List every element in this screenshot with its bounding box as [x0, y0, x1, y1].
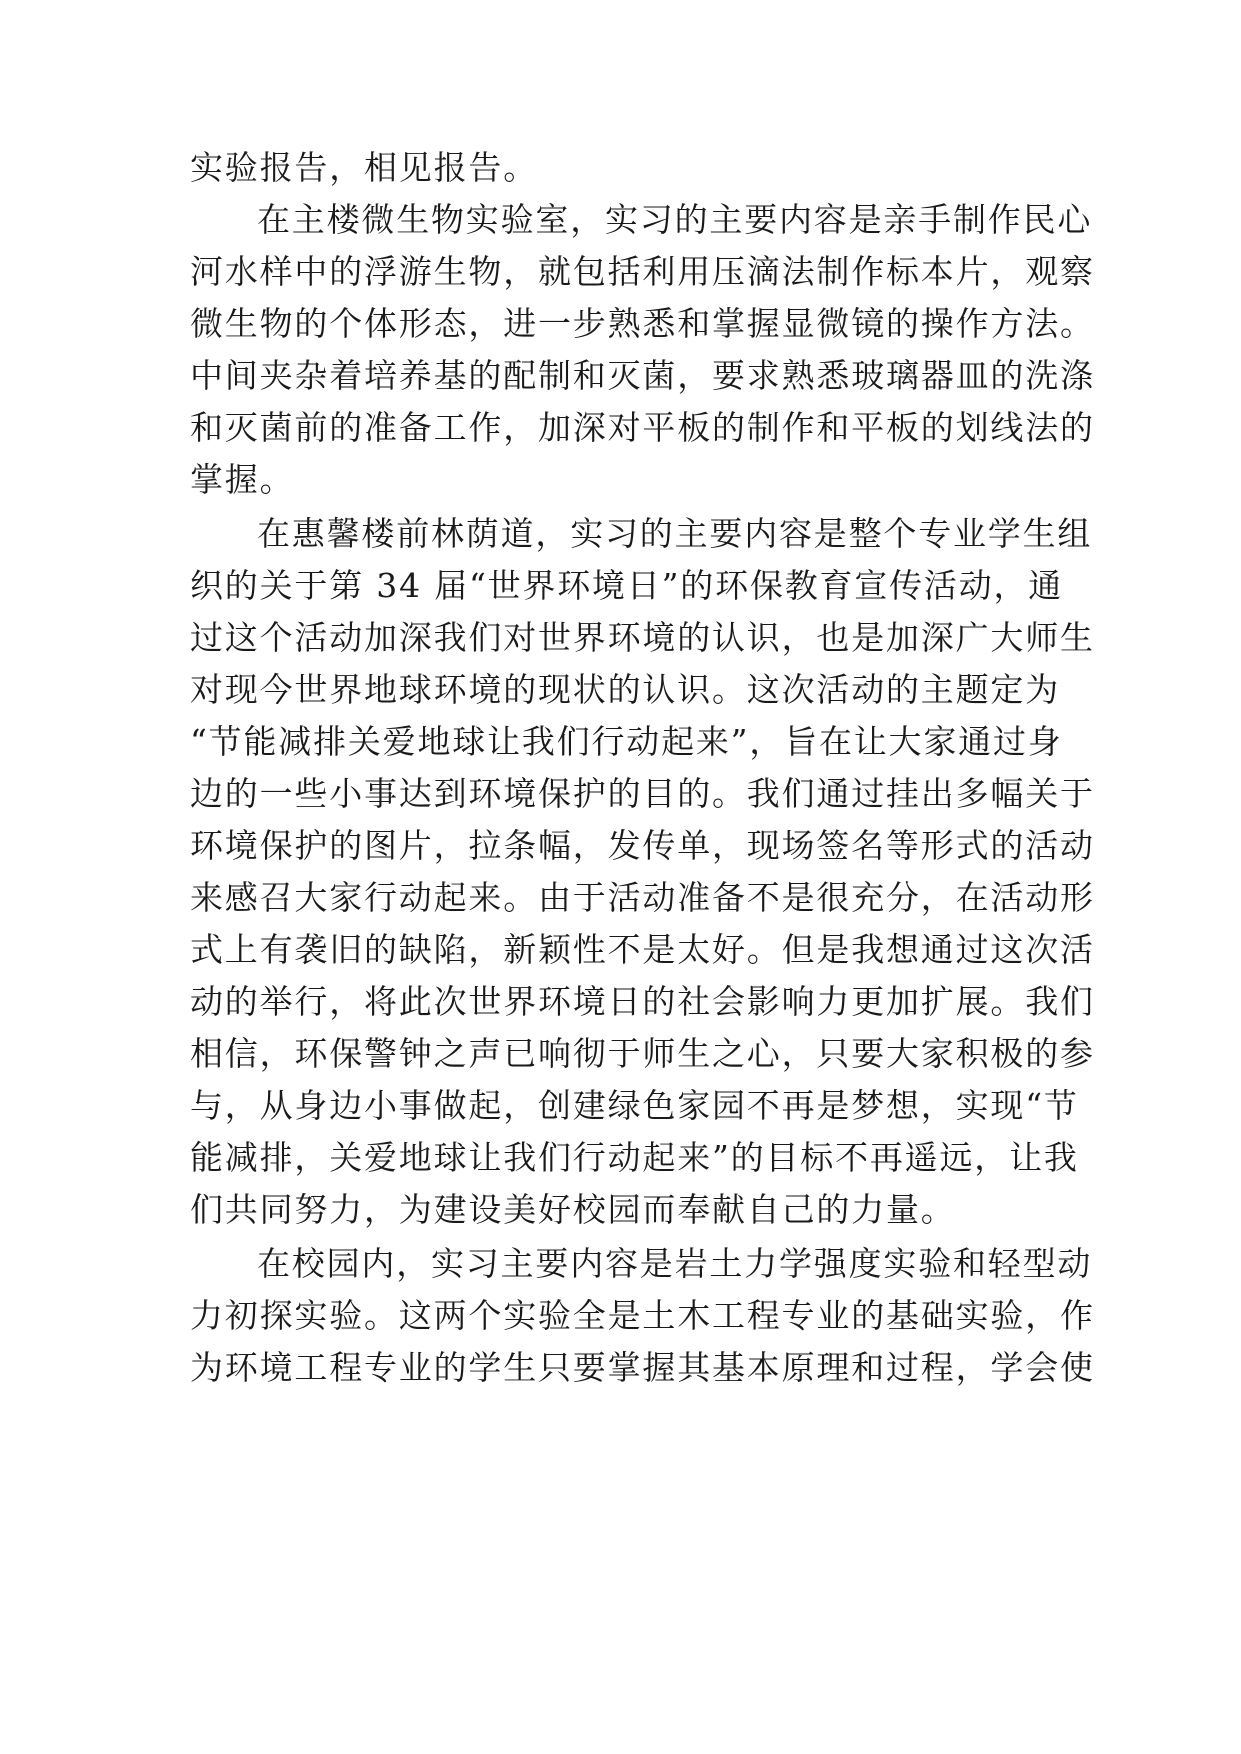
- text-line: 掌握。: [190, 460, 295, 499]
- paragraph-start-line: 在主楼微生物实验室，实习的主要内容是亲手制作民心: [257, 200, 1093, 239]
- text-line: 和灭菌前的准备工作，加深对平板的制作和平板的划线法的: [190, 408, 1095, 447]
- text-line: 相信，环保警钟之声已响彻于师生之心，只要大家积极的参: [190, 1034, 1095, 1073]
- text-line: 织的关于第 34 届“世界环境日”的环保教育宣传活动，通: [190, 566, 1064, 605]
- text-line: 中间夹杂着培养基的配制和灭菌，要求熟悉玻璃器皿的洗涤: [190, 356, 1095, 395]
- text-line: 与，从身边小事做起，创建绿色家园不再是梦想，实现“节: [190, 1086, 1079, 1125]
- text-line: 对现今世界地球环境的现状的认识。这次活动的主题定为: [190, 670, 1060, 709]
- text-line: 边的一些小事达到环境保护的目的。我们通过挂出多幅关于: [190, 774, 1095, 813]
- text-line: 为环境工程专业的学生只要掌握其基本原理和过程，学会使: [190, 1348, 1095, 1387]
- text-line: 能减排，关爱地球让我们行动起来”的目标不再遥远，让我: [190, 1138, 1079, 1177]
- paragraph-start-line: 在校园内，实习主要内容是岩土力学强度实验和轻型动: [257, 1244, 1093, 1283]
- text-line: 河水样中的浮游生物，就包括利用压滴法制作标本片，观察: [190, 252, 1095, 291]
- text-line: 环境保护的图片，拉条幅，发传单，现场签名等形式的活动: [190, 826, 1095, 865]
- text-line: 式上有袭旧的缺陷，新颖性不是太好。但是我想通过这次活: [190, 930, 1095, 969]
- text-line: 们共同努力，为建设美好校园而奉献自己的力量。: [190, 1190, 956, 1229]
- text-line: 过这个活动加深我们对世界环境的认识，也是加深广大师生: [190, 618, 1095, 657]
- text-line: 实验报告，相见报告。: [190, 148, 538, 187]
- paragraph-start-line: 在惠馨楼前林荫道，实习的主要内容是整个专业学生组: [257, 514, 1093, 553]
- text-line: 动的举行，将此次世界环境日的社会影响力更加扩展。我们: [190, 982, 1095, 1021]
- text-line: 微生物的个体形态，进一步熟悉和掌握显微镜的操作方法。: [190, 304, 1095, 343]
- text-line: “节能减排关爱地球让我们行动起来”，旨在让大家通过身: [190, 722, 1063, 761]
- text-line: 力初探实验。这两个实验全是土木工程专业的基础实验，作: [190, 1296, 1095, 1335]
- text-line: 来感召大家行动起来。由于活动准备不是很充分，在活动形: [190, 878, 1095, 917]
